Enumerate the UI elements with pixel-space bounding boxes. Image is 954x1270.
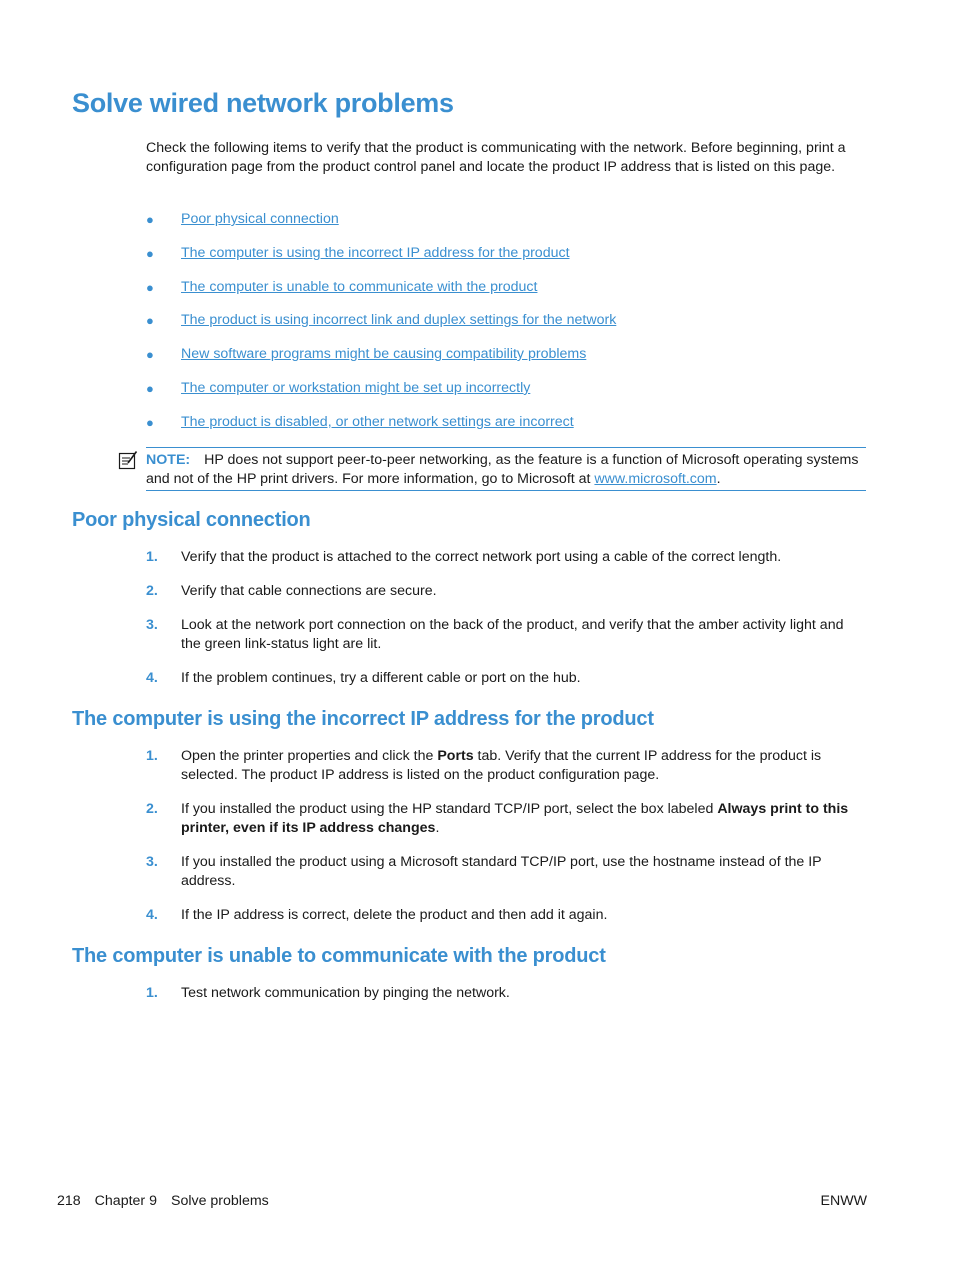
note-end: . [716, 471, 721, 487]
bullet-icon: ● [146, 415, 154, 430]
list-item [146, 379, 860, 399]
bullet-icon: ● [146, 381, 154, 396]
list-item [146, 413, 860, 433]
list-item [146, 311, 860, 331]
step-text-part: If you installed the product using the HP standard TCP/IP port, select the box labeled [181, 801, 718, 817]
bullet-icon: ● [146, 313, 154, 328]
always-print-option-label: Always print to this printer, even if its IP address changes [181, 801, 849, 836]
note-icon [118, 451, 138, 471]
step-number: 3. [146, 617, 158, 633]
footer-code: ENWW [820, 1193, 867, 1209]
step-text [181, 800, 863, 838]
step-number: 4. [146, 907, 158, 923]
step-number: 2. [146, 583, 158, 599]
note-label: NOTE: [146, 452, 191, 468]
step-number: 4. [146, 670, 158, 686]
step-text-part: Open the printer properties and click the [181, 748, 438, 764]
link-product-disabled[interactable]: The product is disabled, or other network settings are incorrect [181, 414, 574, 430]
note-box [146, 447, 866, 491]
section-heading-communicate: The computer is unable to communicate with the product [72, 945, 606, 967]
link-incorrect-ip-address[interactable]: The computer is using the incorrect IP address for the product [181, 245, 570, 261]
step-text [181, 747, 863, 785]
bullet-icon: ● [146, 280, 154, 295]
microsoft-link[interactable]: www.microsoft.com [594, 471, 717, 487]
list-item [146, 210, 860, 230]
step-text: If you installed the product using a Microsoft standard TCP/IP port, use the hostname instead of the IP address. [181, 854, 822, 889]
step-text: If the problem continues, try a different cable or port on the hub. [181, 670, 581, 686]
step-number: 2. [146, 801, 158, 817]
step-text-part: tab. Verify that the current IP address for the product is selected. The product IP address is listed on the product configuration page. [181, 748, 822, 783]
section-heading-physical: Poor physical connection [72, 509, 311, 531]
list-item [146, 244, 860, 264]
ports-tab-label: Ports [437, 748, 474, 764]
step-text: Verify that cable connections are secure. [181, 583, 437, 599]
step-number: 3. [146, 854, 158, 870]
bullet-icon: ● [146, 246, 154, 261]
link-link-duplex-settings[interactable]: The product is using incorrect link and duplex settings for the network [181, 312, 617, 328]
step-text-part: . [435, 820, 440, 836]
list-item [146, 345, 860, 365]
section-heading-ip: The computer is using the incorrect IP address for the product [72, 708, 654, 730]
note-text [146, 451, 860, 489]
step-text: Test network communication by pinging the network. [181, 985, 510, 1001]
step-number: 1. [146, 549, 158, 565]
chapter-label: Chapter 9 [94, 1193, 157, 1209]
chapter-title: Solve problems [170, 1193, 269, 1209]
list-item [146, 278, 860, 298]
step-number: 1. [146, 748, 158, 764]
intro-paragraph: Check the following items to verify that the product is communicating with the network. Before beginning, print a configuration page from the product control panel and locate the product IP address that is listed on this page. [146, 140, 846, 175]
step-text: Verify that the product is attached to the correct network port using a cable of the correct length. [181, 549, 782, 565]
link-unable-to-communicate[interactable]: The computer is unable to communicate with the product [181, 279, 538, 295]
link-software-compatibility[interactable]: New software programs might be causing compatibility problems [181, 346, 587, 362]
page-number: 218 [57, 1193, 81, 1209]
step-text: Look at the network port connection on the back of the product, and verify that the amber activity light and the green link-status light are lit. [181, 617, 844, 652]
link-poor-physical-connection[interactable]: Poor physical connection [181, 211, 339, 227]
bullet-icon: ● [146, 212, 154, 227]
step-number: 1. [146, 985, 158, 1001]
page-title: Solve wired network problems [72, 88, 454, 118]
link-workstation-setup[interactable]: The computer or workstation might be set up incorrectly [181, 380, 531, 396]
step-text: If the IP address is correct, delete the product and then add it again. [181, 907, 608, 923]
footer-left [57, 1192, 283, 1211]
note-body: HP does not support peer-to-peer networking, as the feature is a function of Microsoft operating systems and not of the HP print drivers. For more information, go to Microsoft at [146, 452, 859, 487]
bullet-icon: ● [146, 347, 154, 362]
